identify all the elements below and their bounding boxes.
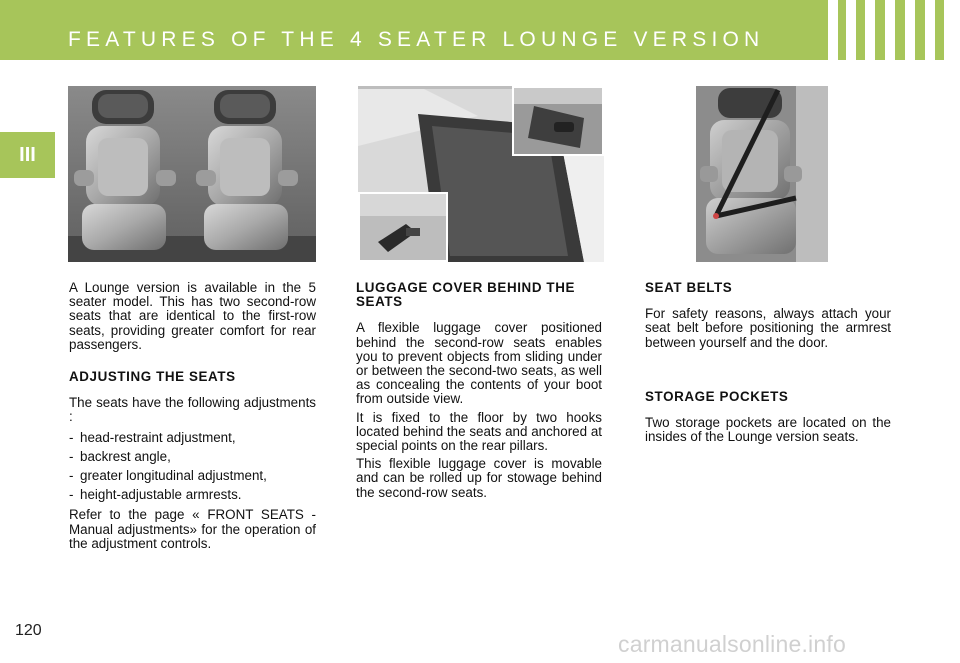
storage-pockets-heading: STORAGE POCKETS xyxy=(645,388,789,404)
luggage-paragraph-2: It is fixed to the floor by two hooks located behind the seats and anchored at special points on the rear pillars. xyxy=(356,409,602,454)
seats-photo xyxy=(68,86,316,262)
adjustments-intro: The seats have the following adjustments : xyxy=(69,395,316,425)
seat-belt-illustration xyxy=(696,86,828,262)
header-stripe xyxy=(885,0,895,60)
header-stripe xyxy=(865,0,875,60)
hook-detail-illustration xyxy=(514,88,602,154)
luggage-paragraph-1: A flexible luggage cover positioned behind the second-row seats enables you to prevent objects from sliding under or between the second-two seats, as well as concealing the contents of your boot from outside view. xyxy=(356,320,602,407)
header-stripe xyxy=(905,0,915,60)
page-title: FEATURES OF THE 4 SEATER LOUNGE VERSION xyxy=(68,28,765,51)
seat-belts-paragraph: For safety reasons, always attach your seat belt before positioning the armrest between yourself and the door. xyxy=(645,306,891,350)
luggage-paragraph-3: This flexible luggage cover is movable and can be rolled up for stowage behind the second-row seats. xyxy=(356,456,602,500)
hook-detail-inset xyxy=(512,86,604,156)
anchor-detail-illustration xyxy=(360,194,446,260)
list-item: - backrest angle, xyxy=(69,450,316,464)
luggage-cover-heading: LUGGAGE COVER BEHIND THE SEATS xyxy=(356,280,575,310)
watermark: carmanualsonline.info xyxy=(618,631,846,657)
adjusting-seats-heading: ADJUSTING THE SEATS xyxy=(69,369,236,385)
header-stripe xyxy=(944,0,960,60)
header-stripe xyxy=(828,0,838,60)
refer-paragraph: Refer to the page « FRONT SEATS - Manual adjustments» for the operation of the adjustment controls. xyxy=(69,507,316,551)
belts-column xyxy=(645,281,891,452)
luggage-cover-photo xyxy=(358,86,604,262)
adjustment-list xyxy=(69,431,316,503)
list-item: - head-restraint adjustment, xyxy=(69,431,316,445)
storage-pockets-paragraph: Two storage pockets are located on the insides of the Lounge version seats. xyxy=(645,415,891,445)
header-stripe xyxy=(925,0,935,60)
intro-column xyxy=(69,281,316,559)
seats-illustration xyxy=(68,86,316,262)
list-item: - height-adjustable armrests. xyxy=(69,488,316,502)
seat-belts-heading: SEAT BELTS xyxy=(645,280,733,295)
anchor-detail-inset xyxy=(358,192,448,262)
list-item: - greater longitudinal adjustment, xyxy=(69,469,316,483)
header-band xyxy=(0,0,960,60)
chapter-label: III xyxy=(19,144,36,166)
header-stripe xyxy=(846,0,856,60)
luggage-column xyxy=(356,281,602,508)
page-number: 120 xyxy=(15,622,42,639)
seat-belt-photo xyxy=(696,86,828,262)
intro-paragraph: A Lounge version is available in the 5 seater model. This has two second-row seats that are identical to the first-row seats, providing greater comfort for rear passengers. xyxy=(69,280,316,352)
chapter-tab[interactable] xyxy=(0,132,55,178)
